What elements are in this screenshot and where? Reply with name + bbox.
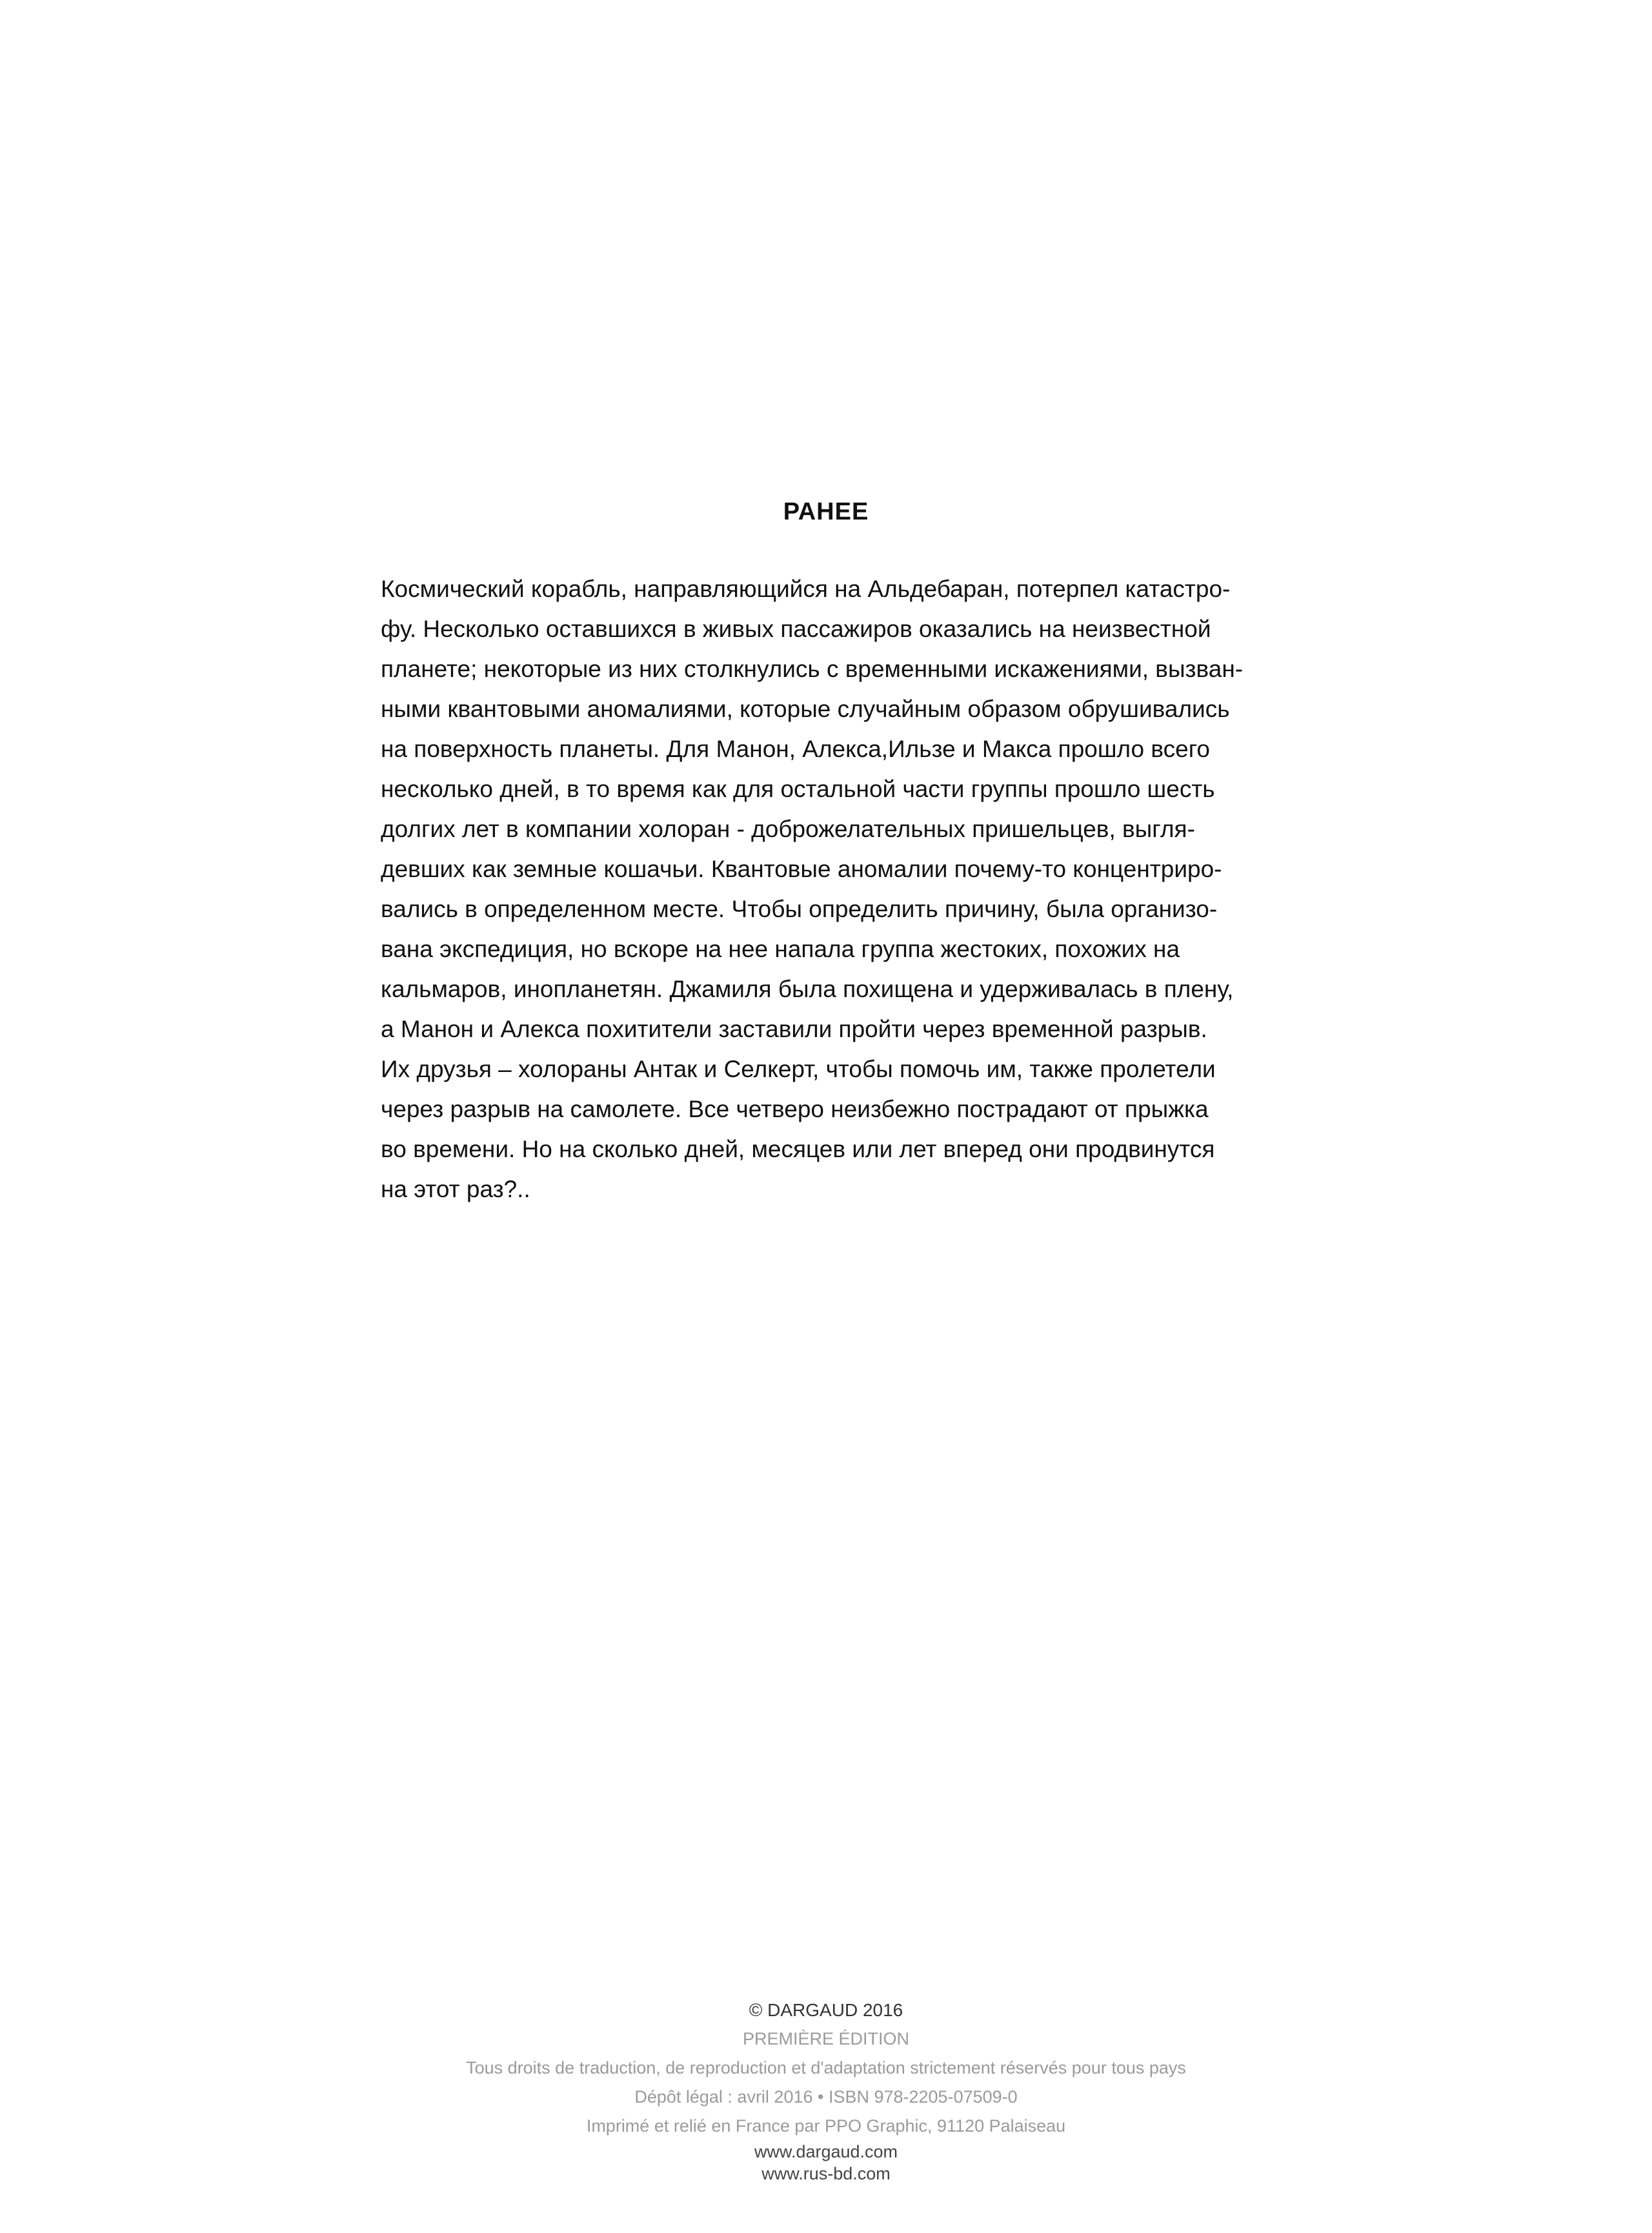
legal-deposit: Dépôt légal : avril 2016 • ISBN 978-2205-07509-0 — [634, 2087, 1018, 2107]
page-title: РАНЕЕ — [783, 498, 869, 525]
edition-label: PREMIÈRE ÉDITION — [742, 2029, 910, 2048]
synopsis-text — [381, 569, 1284, 1209]
synopsis-line: девших как земные кошачьи. Квантовые аномалии почему-то концентриро- — [381, 856, 1222, 882]
synopsis-line: а Манон и Алекса похитители заставили пройти через временной разрыв. — [381, 1016, 1207, 1042]
synopsis-line: несколько дней, в то время как для остальной части группы прошло шесть — [381, 776, 1215, 802]
synopsis-line: во времени. Но на сколько дней, месяцев или лет вперед они продвинутся — [381, 1136, 1215, 1162]
synopsis-line: фу. Несколько оставшихся в живых пассажиров оказались на неизвестной — [381, 616, 1211, 642]
synopsis-line: через разрыв на самолете. Все четверо неизбежно пострадают от прыжка — [381, 1096, 1209, 1122]
synopsis-line: ными квантовыми аномалиями, которые случайным образом обрушивались — [381, 696, 1230, 722]
synopsis-line: вались в определенном месте. Чтобы определить причину, была организо- — [381, 896, 1218, 922]
synopsis-line: долгих лет в компании холоран - доброжелательных пришельцев, выгля- — [381, 816, 1195, 842]
synopsis-line: кальмаров, инопланетян. Джамиля была похищена и удерживалась в плену, — [381, 976, 1234, 1002]
rights-notice: Tous droits de traduction, de reproduction et d'adaptation strictement réservés pour tous pays — [466, 2058, 1186, 2077]
copyright-notice: © DARGAUD 2016 — [749, 2000, 903, 2020]
synopsis-line: на этот раз?.. — [381, 1176, 530, 1202]
synopsis-line: Космический корабль, направляющийся на Альдебаран, потерпел катастро- — [381, 576, 1231, 602]
publisher-website-link[interactable]: www.dargaud.com — [754, 2142, 898, 2161]
synopsis-line: Их друзья – холораны Антак и Селкерт, чтобы помочь им, также пролетели — [381, 1056, 1216, 1082]
printer-info: Imprimé et relié en France par PPO Graphic, 91120 Palaiseau — [586, 2116, 1066, 2136]
colophon — [0, 1996, 1652, 2185]
synopsis-line: планете; некоторые из них столкнулись с временными искажениями, вызван- — [381, 656, 1244, 682]
synopsis-line: вана экспедиция, но вскоре на нее напала группа жестоких, похожих на — [381, 936, 1180, 962]
synopsis-line: на поверхность планеты. Для Манон, Алекса,Ильзе и Макса прошло всего — [381, 736, 1210, 762]
translator-website-link[interactable]: www.rus-bd.com — [761, 2164, 891, 2183]
